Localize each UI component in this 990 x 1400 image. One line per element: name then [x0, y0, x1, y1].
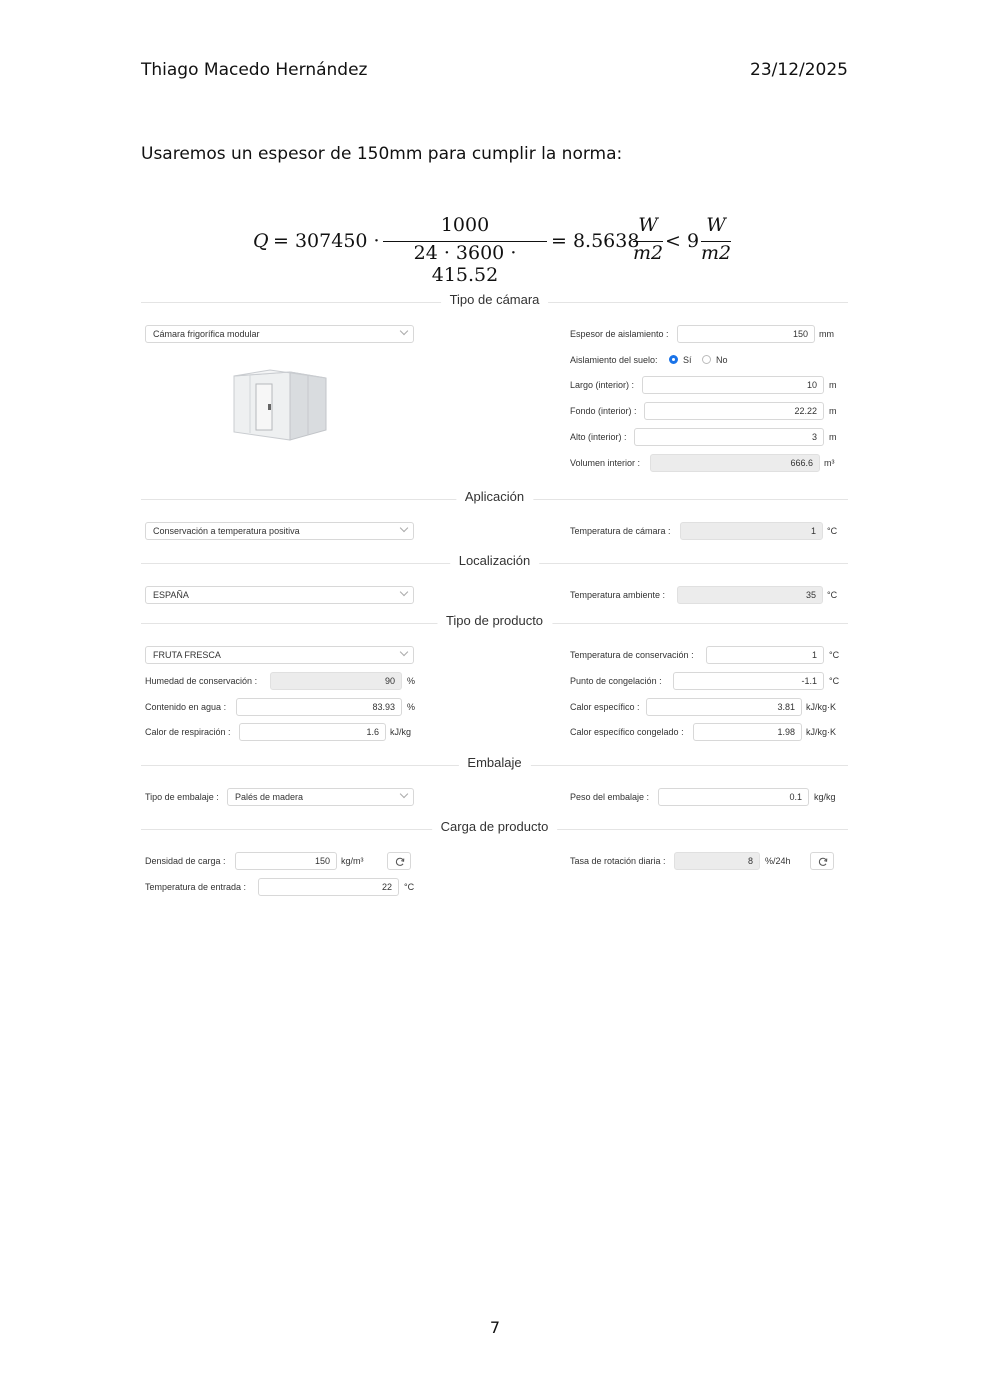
temp-ambiente-output: 35	[677, 586, 823, 604]
camera-type-select[interactable]	[145, 325, 414, 343]
localizacion-select[interactable]	[145, 586, 414, 604]
aplicacion-select[interactable]	[145, 522, 414, 540]
section-localizacion	[141, 553, 848, 573]
temp-camara-unit: °C	[827, 526, 838, 536]
section-aplicacion	[141, 489, 848, 509]
section-title: Aplicación	[456, 489, 533, 504]
temp-ambiente-unit: °C	[827, 590, 838, 600]
largo-unit: m	[829, 380, 837, 390]
tasa-rotacion-output: 8	[674, 852, 760, 870]
formula-lt: < 9	[665, 230, 700, 252]
temp-camara-output: 1	[680, 522, 823, 540]
chevron-down-icon	[400, 648, 408, 656]
tipo-embalaje-value: Palés de madera	[235, 792, 304, 802]
calor-respiracion-label: Calor de respiración :	[145, 727, 231, 737]
fondo-unit: m	[829, 406, 837, 416]
formula-lhs: Q	[253, 230, 269, 252]
largo-input[interactable]: 10	[642, 376, 824, 394]
alto-label: Alto (interior) :	[570, 432, 627, 442]
densidad-refresh-button[interactable]	[387, 852, 411, 870]
radio-si-label: Sí	[683, 355, 692, 365]
espesor-label: Espesor de aislamiento :	[570, 329, 669, 339]
section-title: Tipo de producto	[437, 613, 552, 628]
formula-fraction-3	[701, 212, 731, 268]
formula-fraction-1	[383, 212, 547, 286]
radio-si[interactable]	[669, 355, 678, 364]
densidad-carga-label: Densidad de carga :	[145, 856, 226, 866]
formula-frac1-num: 1000	[440, 214, 490, 236]
calor-especifico-unit: kJ/kg·K	[806, 702, 837, 712]
fondo-label: Fondo (interior) :	[570, 406, 637, 416]
largo-label: Largo (interior) :	[570, 380, 635, 390]
cold-room-image	[230, 368, 330, 444]
calor-respiracion-input[interactable]: 1.6	[239, 723, 386, 741]
calor-esp-congelado-label: Calor específico congelado :	[570, 727, 684, 737]
tasa-rotacion-label: Tasa de rotación diaria :	[570, 856, 666, 866]
formula-frac2-num: W	[638, 214, 658, 236]
calor-respiracion-unit: kJ/kg	[390, 727, 412, 737]
chevron-down-icon	[400, 327, 408, 335]
peso-embalaje-input[interactable]: 0.1	[658, 788, 809, 806]
volumen-unit: m³	[824, 458, 835, 468]
section-embalaje	[141, 755, 848, 775]
punto-congelacion-input[interactable]: -1.1	[673, 672, 824, 690]
volumen-label: Volumen interior :	[570, 458, 641, 468]
contenido-agua-label: Contenido en agua :	[145, 702, 227, 712]
humedad-label: Humedad de conservación :	[145, 676, 258, 686]
contenido-agua-unit: %	[407, 702, 416, 712]
formula-frac3-num: W	[706, 214, 726, 236]
producto-select[interactable]	[145, 646, 414, 664]
punto-congelacion-label: Punto de congelación :	[570, 676, 662, 686]
calor-esp-congelado-input[interactable]: 1.98	[693, 723, 802, 741]
espesor-unit: mm	[819, 329, 834, 339]
temp-entrada-label: Temperatura de entrada :	[145, 882, 247, 892]
formula-fraction-2	[633, 212, 663, 268]
formula-frac3-den: m2	[701, 242, 732, 264]
tipo-embalaje-label: Tipo de embalaje :	[145, 792, 219, 802]
header-author: Thiago Macedo Hernández	[141, 60, 368, 80]
aplicacion-value: Conservación a temperatura positiva	[153, 526, 300, 536]
section-title: Localización	[450, 553, 540, 568]
radio-no-label: No	[716, 355, 728, 365]
tasa-rotacion-unit: %/24h	[765, 856, 791, 866]
formula-frac2-den: m2	[633, 242, 664, 264]
localizacion-value: ESPAÑA	[153, 590, 189, 600]
refresh-icon	[395, 857, 405, 867]
espesor-input[interactable]: 150	[677, 325, 815, 343]
volumen-output: 666.6	[650, 454, 820, 472]
formula-eq1: = 307450 ·	[273, 230, 380, 252]
temp-ambiente-label: Temperatura ambiente :	[570, 590, 666, 600]
section-title: Carga de producto	[432, 819, 558, 834]
temp-conservacion-input[interactable]: 1	[706, 646, 824, 664]
chevron-down-icon	[400, 524, 408, 532]
section-tipo-producto	[141, 613, 848, 633]
chevron-down-icon	[400, 790, 408, 798]
section-tipo-camara	[141, 292, 848, 312]
section-title: Embalaje	[458, 755, 530, 770]
densidad-carga-input[interactable]: 150	[235, 852, 337, 870]
formula	[253, 212, 753, 286]
header-date: 23/12/2025	[750, 60, 848, 80]
formula-eq2: = 8.5638	[551, 230, 640, 252]
temp-camara-label: Temperatura de cámara :	[570, 526, 671, 536]
intro-text: Usaremos un espesor de 150mm para cumplir la norma:	[141, 144, 623, 164]
chevron-down-icon	[400, 588, 408, 596]
peso-embalaje-unit: kg/kg	[814, 792, 836, 802]
densidad-carga-unit: kg/m³	[341, 856, 364, 866]
refresh-icon	[818, 857, 828, 867]
fondo-input[interactable]: 22.22	[644, 402, 824, 420]
section-carga-producto	[141, 819, 848, 839]
camera-type-value: Cámara frigorífica modular	[153, 329, 260, 339]
peso-embalaje-label: Peso del embalaje :	[570, 792, 650, 802]
tipo-embalaje-select[interactable]	[227, 788, 414, 806]
punto-congelacion-unit: °C	[829, 676, 840, 686]
contenido-agua-input[interactable]: 83.93	[236, 698, 402, 716]
humedad-unit: %	[407, 676, 416, 686]
temp-entrada-input[interactable]: 22	[258, 878, 399, 896]
page-number: 7	[489, 1318, 501, 1337]
temp-entrada-unit: °C	[404, 882, 415, 892]
section-title: Tipo de cámara	[441, 292, 549, 307]
calor-especifico-input[interactable]: 3.81	[646, 698, 802, 716]
alto-input[interactable]: 3	[634, 428, 824, 446]
formula-frac1-den: 24 · 3600 · 415.52	[413, 242, 517, 286]
temp-conservacion-label: Temperatura de conservación :	[570, 650, 694, 660]
calor-especifico-label: Calor específico :	[570, 702, 640, 712]
producto-value: FRUTA FRESCA	[153, 650, 221, 660]
radio-no[interactable]	[702, 355, 711, 364]
aislamiento-suelo-label: Aislamiento del suelo:	[570, 355, 658, 365]
humedad-output: 90	[270, 672, 402, 690]
temp-conservacion-unit: °C	[829, 650, 840, 660]
tasa-refresh-button[interactable]	[810, 852, 834, 870]
alto-unit: m	[829, 432, 837, 442]
calor-esp-congelado-unit: kJ/kg·K	[806, 727, 837, 737]
